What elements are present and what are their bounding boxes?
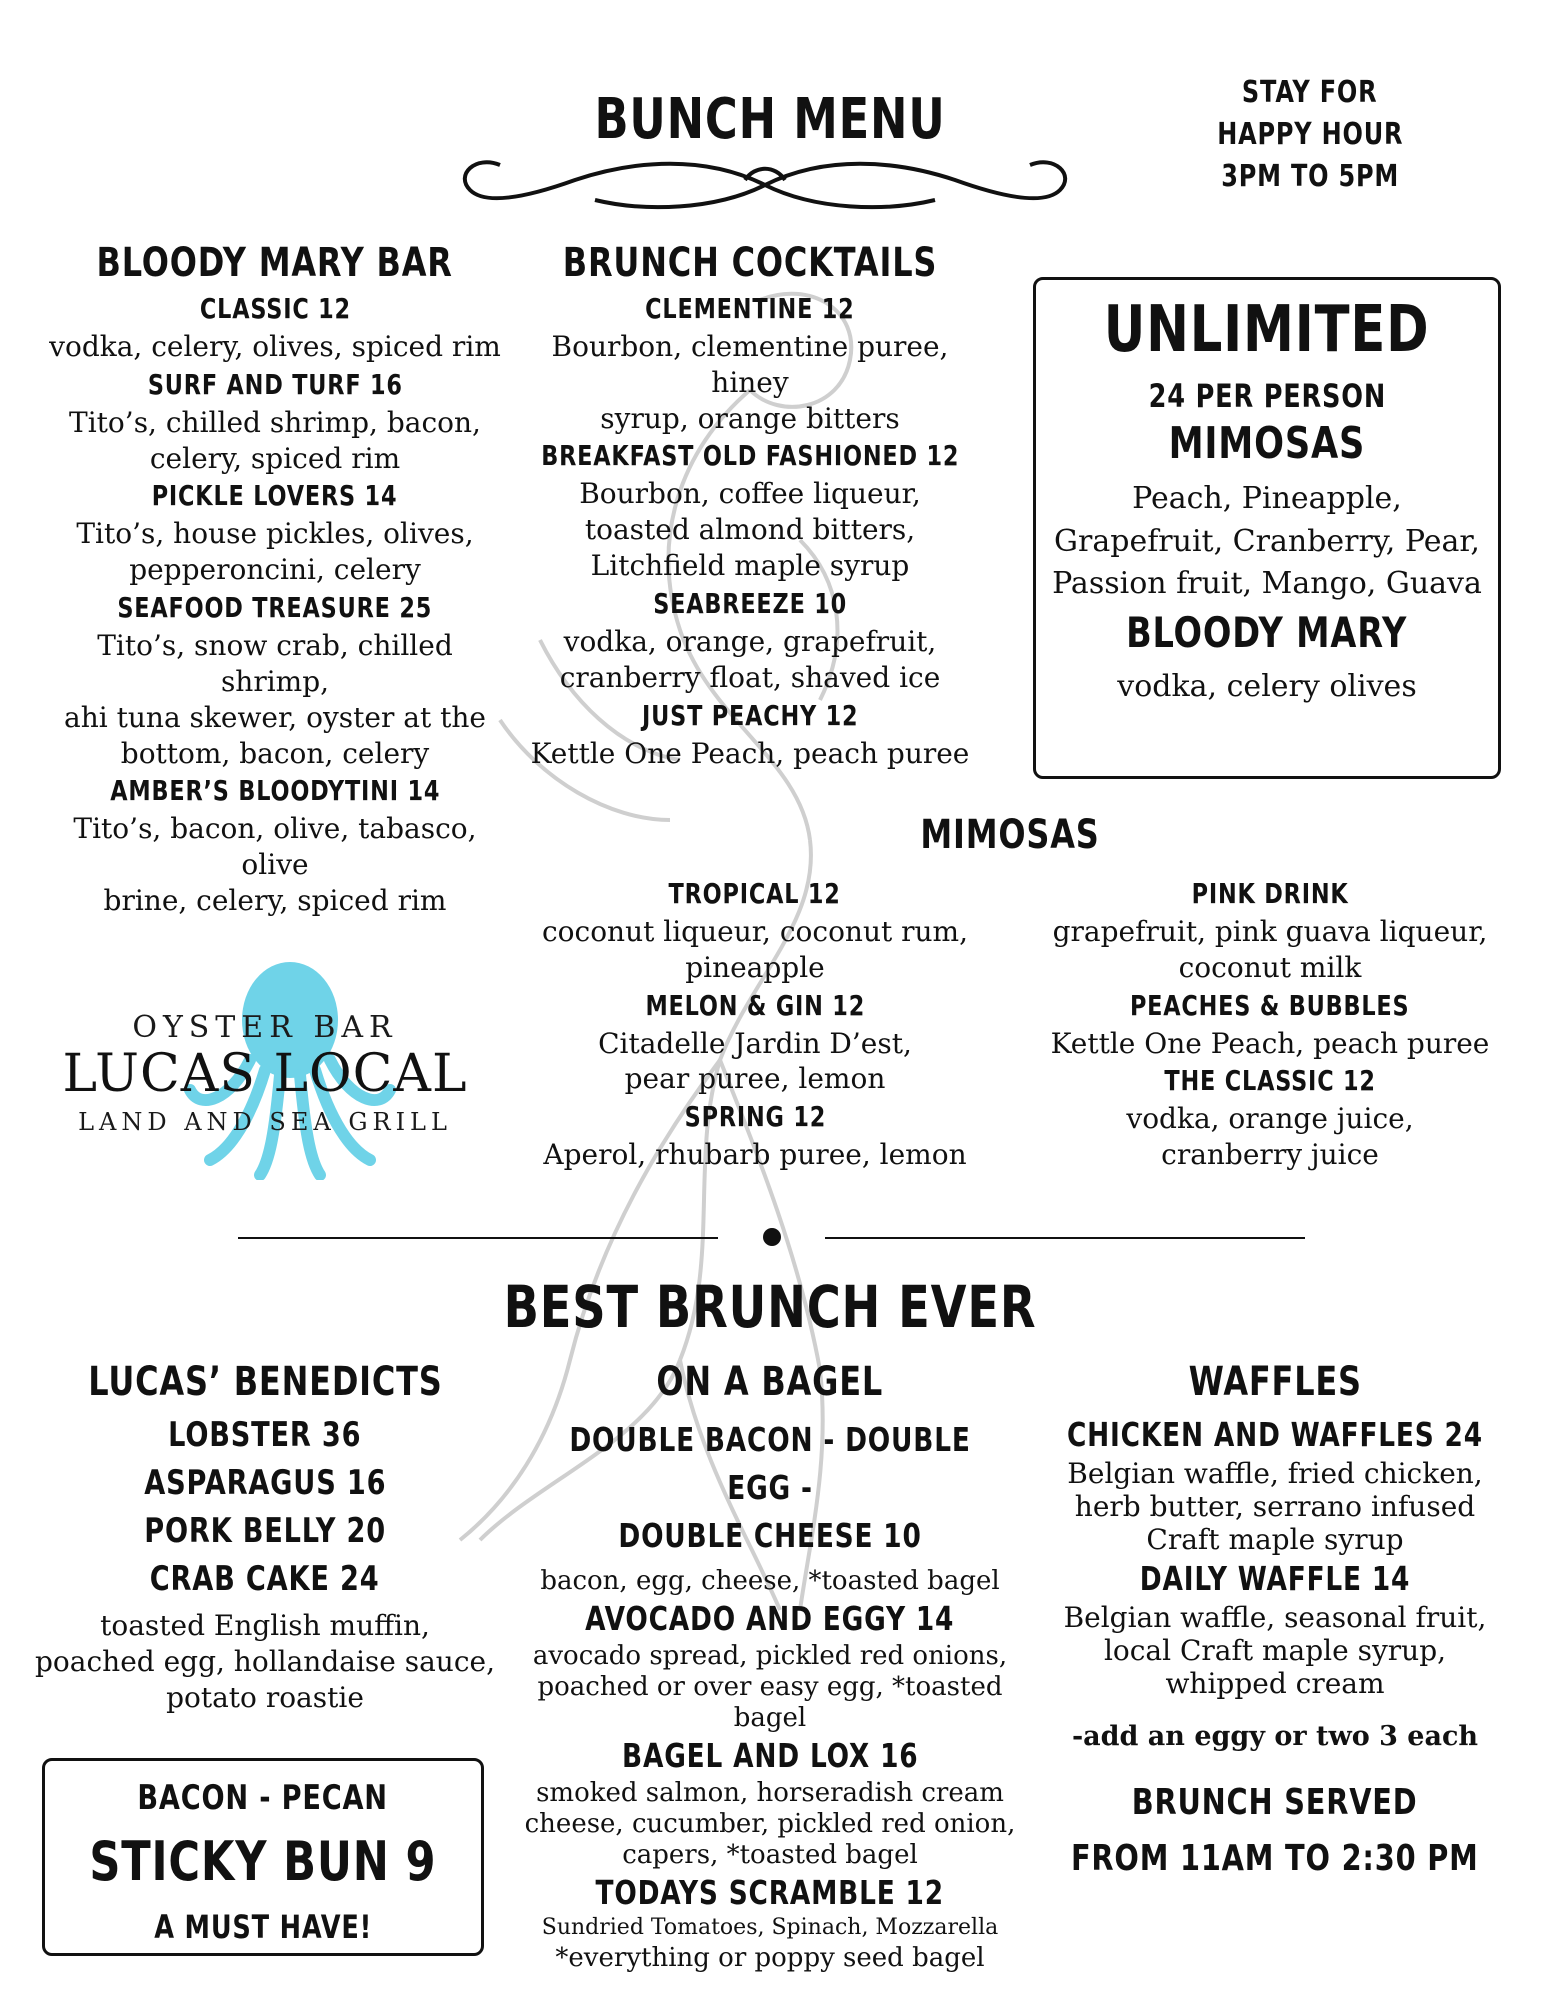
menu-item-desc: Tito’s, house pickles, olives, pepperoncini, celery xyxy=(76,517,474,587)
menu-item-name: CLASSIC 12 xyxy=(199,292,351,325)
benedicts-desc: toasted English muffin, poached egg, hollandaise sauce, potato roastie xyxy=(35,1609,495,1714)
menu-item-name: PEACHES & BUBBLES xyxy=(1130,988,1410,1022)
menu-item-desc: Sundried Tomatoes, Spinach, Mozzarella xyxy=(541,1915,999,1941)
menu-item-name: SEABREEZE 10 xyxy=(653,586,847,620)
menu-item-name: PINK DRINK xyxy=(1191,877,1349,910)
menu-item-name: CHICKEN AND WAFFLES 24 xyxy=(1067,1415,1483,1454)
menu-item-name: CLEMENTINE 12 xyxy=(645,292,855,325)
divider-line-left xyxy=(238,1237,718,1239)
menu-item-desc: Kettle One Peach, peach puree xyxy=(530,736,970,770)
section-title: WAFFLES xyxy=(1188,1359,1362,1405)
menu-item-desc: Tito’s, chilled shrimp, bacon, celery, spiced rim xyxy=(69,405,481,475)
divider-line-right xyxy=(825,1237,1305,1239)
menu-item-name: JUST PEACHY 12 xyxy=(641,698,859,732)
waffles-section xyxy=(1035,1359,1515,1879)
menu-item-name: TROPICAL 12 xyxy=(668,877,842,910)
waffles-addon: -add an eggy or two 3 each xyxy=(1071,1721,1479,1753)
bloody-mary-bar-section xyxy=(40,240,510,923)
happy-hour-note xyxy=(1190,75,1430,194)
menu-item-desc: coconut liqueur, coconut rum, pineapple xyxy=(541,915,969,984)
menu-item-name: DOUBLE BACON - DOUBLE EGG - DOUBLE CHEESE 10 xyxy=(569,1420,971,1555)
benedict-item: ASPARAGUS 16 xyxy=(143,1463,387,1503)
menu-item-name: TODAYS SCRAMBLE 12 xyxy=(595,1873,945,1913)
brunch-cocktails-section xyxy=(510,240,990,775)
menu-item-name: MELON & GIN 12 xyxy=(645,988,865,1022)
sticky-bun-line1: BACON - PECAN xyxy=(137,1778,389,1818)
unlimited-mimosas-desc: Peach, Pineapple, Grapefruit, Cranberry, Pear, Passion fruit, Mango, Guava xyxy=(1052,481,1482,602)
menu-item-desc: Bourbon, coffee liqueur, toasted almond bitters, Litchfield maple syrup xyxy=(579,477,921,583)
menu-item-desc: grapefruit, pink guava liqueur, coconut milk xyxy=(1052,915,1488,984)
divider-dot xyxy=(763,1228,781,1246)
unlimited-box xyxy=(1033,277,1501,779)
unlimited-title: UNLIMITED xyxy=(1104,293,1430,367)
menu-item-name: PICKLE LOVERS 14 xyxy=(152,479,398,513)
menu-item-name: DAILY WAFFLE 14 xyxy=(1139,1559,1411,1599)
unlimited-price: 24 PER PERSON xyxy=(1148,377,1386,415)
unlimited-bloody-desc: vodka, celery olives xyxy=(1117,668,1417,704)
menu-item-name: AMBER’S BLOODYTINI 14 xyxy=(110,774,440,808)
menu-item-name: AVOCADO AND EGGY 14 xyxy=(585,1599,955,1639)
happy-hour-line: HAPPY HOUR xyxy=(1216,117,1404,152)
bagel-footnote: *everything or poppy seed bagel xyxy=(555,1942,985,1973)
sticky-bun-box xyxy=(42,1758,484,1956)
menu-item-desc: vodka, orange, grapefruit, cranberry float, shaved ice xyxy=(559,624,941,694)
menu-item-desc: bacon, egg, cheese, *toasted bagel xyxy=(540,1565,1000,1596)
benedicts-section xyxy=(30,1359,500,1719)
logo-line3: LAND AND SEA GRILL xyxy=(78,1108,452,1136)
mimosas-title: MIMOSAS xyxy=(920,812,1100,858)
mimosas-right-column xyxy=(1030,878,1510,1177)
menu-item-name: BREAKFAST OLD FASHIONED 12 xyxy=(540,439,960,473)
section-title: LUCAS’ BENEDICTS xyxy=(87,1359,443,1405)
menu-item-desc: Kettle One Peach, peach puree xyxy=(1050,1026,1490,1060)
menu-item-name: SEAFOOD TREASURE 25 xyxy=(117,591,433,625)
sticky-bun-line3: A MUST HAVE! xyxy=(154,1908,372,1946)
menu-item-desc: Tito’s, snow crab, chilled shrimp, ahi tuna skewer, oyster at the bottom, bacon, celery xyxy=(64,629,486,770)
menu-item-desc: Aperol, rhubarb puree, lemon xyxy=(543,1138,967,1172)
unlimited-bloody-title: BLOODY MARY xyxy=(1126,607,1408,657)
section-title: ON A BAGEL xyxy=(656,1359,884,1405)
brunch-served-line: BRUNCH SERVED xyxy=(1132,1781,1418,1823)
unlimited-mimosas-title: MIMOSAS xyxy=(1168,418,1366,469)
sticky-bun-line2: STICKY BUN 9 xyxy=(89,1830,437,1893)
bagel-section xyxy=(510,1359,1030,1979)
menu-title: BUNCH MENU xyxy=(594,87,946,152)
section-title: BRUNCH COCKTAILS xyxy=(562,240,938,286)
menu-item-desc: avocado spread, pickled red onions, poached or over easy egg, *toasted bagel xyxy=(532,1641,1008,1733)
menu-item-name: SPRING 12 xyxy=(684,1100,826,1134)
menu-item-name: SURF AND TURF 16 xyxy=(147,367,403,401)
restaurant-logo xyxy=(40,960,490,1180)
happy-hour-line: STAY FOR xyxy=(1242,75,1378,110)
menu-item-desc: Bourbon, clementine puree, hiney syrup, orange bitters xyxy=(551,330,949,435)
logo-line1: OYSTER BAR xyxy=(132,1010,398,1045)
menu-item-desc: smoked salmon, horseradish cream cheese, cucumber, pickled red onion, capers, *toasted bagel xyxy=(524,1778,1016,1870)
logo-line2: LUCAS LOCAL xyxy=(62,1044,468,1104)
ornamental-flourish xyxy=(455,150,1075,220)
benedict-item: CRAB CAKE 24 xyxy=(150,1559,380,1599)
best-brunch-title: BEST BRUNCH EVER xyxy=(503,1273,1037,1341)
menu-item-desc: Belgian waffle, seasonal fruit, local Craft maple syrup, whipped cream xyxy=(1063,1601,1487,1701)
menu-item-desc: Belgian waffle, fried chicken, herb butter, serrano infused Craft maple syrup xyxy=(1067,1457,1483,1557)
menu-item-name: BAGEL AND LOX 16 xyxy=(621,1736,919,1776)
menu-item-desc: vodka, orange juice, cranberry juice xyxy=(1126,1102,1414,1172)
menu-item-desc: Tito’s, bacon, olive, tabasco, olive brine, celery, spiced rim xyxy=(73,812,477,918)
menu-item-desc: vodka, celery, olives, spiced rim xyxy=(49,330,501,363)
menu-item-name: THE CLASSIC 12 xyxy=(1164,1064,1376,1098)
benedict-item: PORK BELLY 20 xyxy=(144,1511,386,1551)
mimosas-left-column xyxy=(520,878,990,1177)
menu-item-desc: Citadelle Jardin D’est, pear puree, lemon xyxy=(598,1026,912,1096)
section-title: BLOODY MARY BAR xyxy=(96,240,454,286)
brunch-served-line: FROM 11AM TO 2:30 PM xyxy=(1071,1837,1479,1879)
benedict-item: LOBSTER 36 xyxy=(168,1415,362,1455)
happy-hour-line: 3PM TO 5PM xyxy=(1221,159,1399,194)
